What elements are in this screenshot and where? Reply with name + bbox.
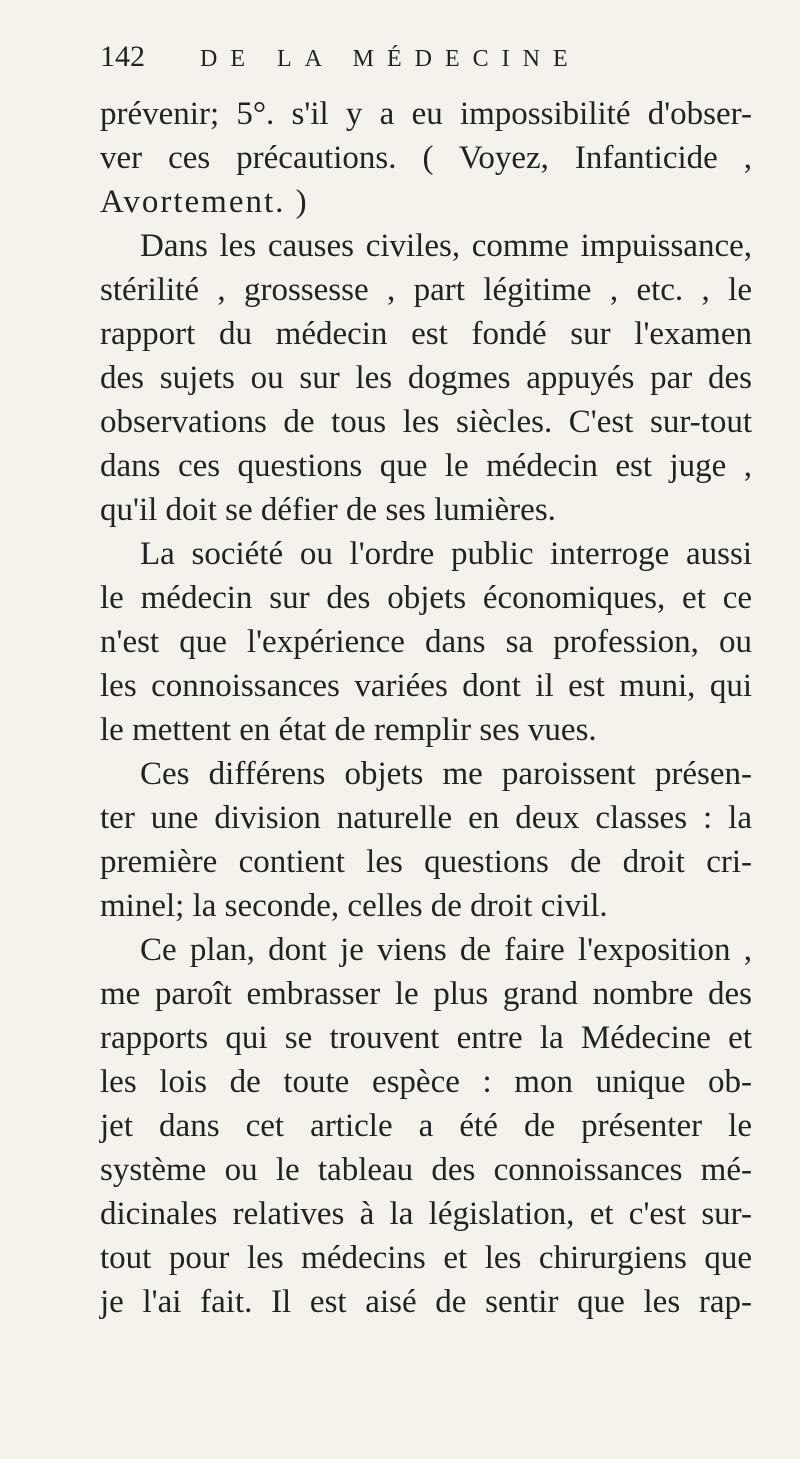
page-header <box>100 40 752 74</box>
text-line: prévenir; 5°. s'il y a eu impossibilité d'obser- <box>100 96 752 132</box>
paragraph-start: Ce plan, dont je viens de faire l'exposition , <box>140 932 752 968</box>
text-line: je l'ai fait. Il est aisé de sentir que les rap- <box>100 1284 752 1320</box>
text-line: rapport du médecin est fondé sur l'examen <box>100 316 752 352</box>
text-line: le mettent en état de remplir ses vues. <box>100 712 597 748</box>
paragraph-start: Dans les causes civiles, comme impuissance, <box>140 228 752 264</box>
text-line: tout pour les médecins et les chirurgiens que <box>100 1240 752 1276</box>
text-line: les connoissances variées dont il est muni, qui <box>100 668 752 704</box>
text-line: Avortement. ) <box>100 184 309 220</box>
text-line: observations de tous les siècles. C'est sur-tout <box>100 404 752 440</box>
text-line: me paroît embrasser le plus grand nombre des <box>100 976 752 1012</box>
running-title: DE LA MÉDECINE <box>200 46 581 72</box>
text-line: jet dans cet article a été de présenter le <box>100 1108 752 1144</box>
text-line: des sujets ou sur les dogmes appuyés par des <box>100 360 752 396</box>
text-line: minel; la seconde, celles de droit civil. <box>100 888 608 924</box>
text-line: système ou le tableau des connoissances mé- <box>100 1152 752 1188</box>
body-text <box>100 92 752 1324</box>
text-line: le médecin sur des objets économiques, et ce <box>100 580 752 616</box>
text-line: dicinales relatives à la législation, et c'est sur- <box>100 1196 752 1232</box>
page-number: 142 <box>100 40 145 73</box>
text-line: n'est que l'expérience dans sa profession, ou <box>100 624 752 660</box>
text-line: ver ces précautions. ( Voyez, Infanticide , <box>100 140 752 176</box>
paragraph-start: La société ou l'ordre public interroge aussi <box>140 536 752 572</box>
text-line: première contient les questions de droit cri- <box>100 844 752 880</box>
text-line: qu'il doit se défier de ses lumières. <box>100 492 556 528</box>
text-line: rapports qui se trouvent entre la Médecine et <box>100 1020 752 1056</box>
text-line: stérilité , grossesse , part légitime , etc. , le <box>100 272 752 308</box>
text-line: les lois de toute espèce : mon unique ob- <box>100 1064 752 1100</box>
text-line: ter une division naturelle en deux classes : la <box>100 800 752 836</box>
paragraph-start: Ces différens objets me paroissent présen- <box>140 756 752 792</box>
text-line: dans ces questions que le médecin est juge , <box>100 448 752 484</box>
